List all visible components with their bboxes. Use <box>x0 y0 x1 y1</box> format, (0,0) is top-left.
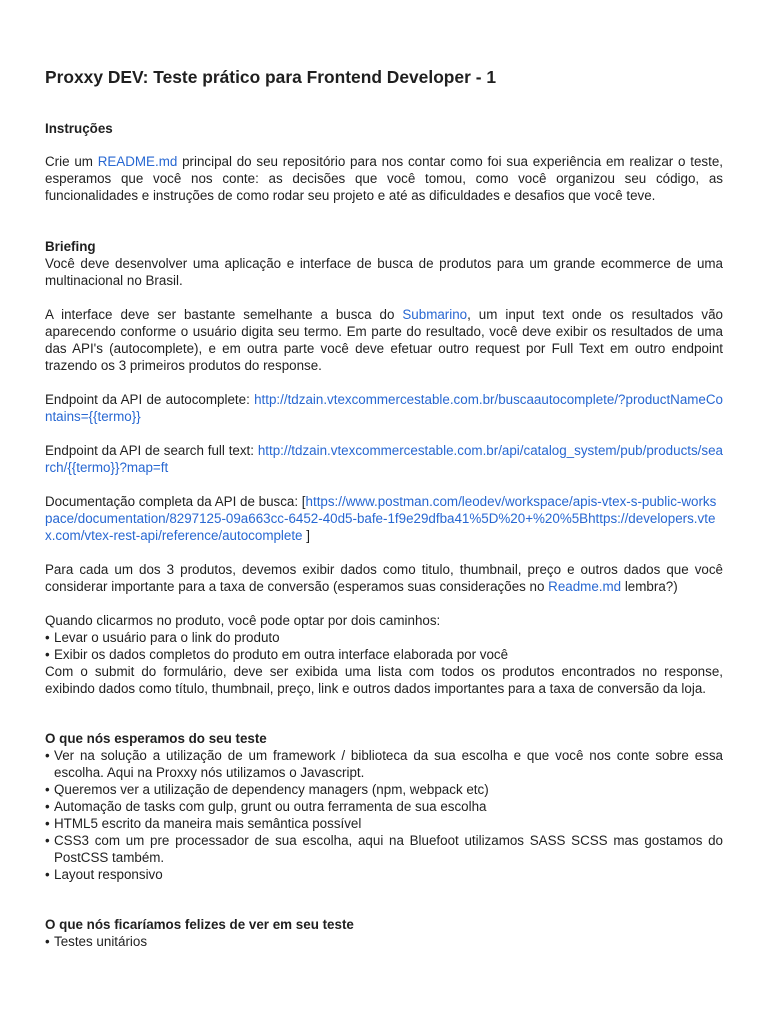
autocomplete-endpoint-label: Endpoint da API de autocomplete: <box>45 392 255 407</box>
section-instrucoes <box>45 120 723 204</box>
list-item: • CSS3 com um pre processador de sua escolha, aqui na Bluefoot utilizamos SASS SCSS mas gostamos do PostCSS também. <box>45 832 723 866</box>
section-briefing <box>45 238 723 697</box>
instrucoes-heading: Instruções <box>45 121 113 136</box>
list-item: • Queremos ver a utilização de dependency managers (npm, webpack etc) <box>45 781 723 798</box>
submarino-link[interactable]: Submarino <box>402 307 468 322</box>
briefing-p2-before: A interface deve ser bastante semelhante a busca do <box>45 307 403 322</box>
documentation-after: ] <box>302 528 310 543</box>
briefing-p3-after: lembra?) <box>621 579 678 594</box>
list-item: • Exibir os dados completos do produto em outra interface elaborada por você <box>45 646 723 663</box>
instrucoes-paragraph <box>45 153 723 204</box>
documentation-label: Documentação completa da API de busca: [ <box>45 494 306 509</box>
briefing-paragraph-3 <box>45 561 723 595</box>
list-item: • Testes unitários <box>45 933 723 950</box>
readme-link[interactable]: README.md <box>97 154 178 169</box>
esperamos-list <box>45 747 723 883</box>
autocomplete-endpoint <box>45 391 723 425</box>
list-item: • Automação de tasks com gulp, grunt ou outra ferramenta de sua escolha <box>45 798 723 815</box>
briefing-p3-before: Para cada um dos 3 produtos, devemos exibir dados como titulo, thumbnail, preço e outros dados que você considerar importante para a taxa de conversão (esperamos suas considerações no <box>45 562 723 594</box>
readme-link-2[interactable]: Readme.md <box>548 579 622 594</box>
briefing-paragraph-1: Você deve desenvolver uma aplicação e interface de busca de produtos para um grande ecommerce de uma multinacional no Brasil. <box>45 256 723 288</box>
documentation-paragraph <box>45 493 723 544</box>
search-endpoint <box>45 442 723 476</box>
search-endpoint-label: Endpoint da API de search full text: <box>45 443 258 458</box>
list-item: • Ver na solução a utilização de um framework / biblioteca da sua escolha e que você nos conte sobre essa escolha. Aqui na Proxxy nós utilizamos o Javascript. <box>45 747 723 781</box>
list-item: • HTML5 escrito da maneira mais semântica possível <box>45 815 723 832</box>
briefing-heading: Briefing <box>45 239 96 254</box>
page-title: Proxxy DEV: Teste prático para Frontend Developer - 1 <box>45 67 497 87</box>
instrucoes-text-after: principal do seu repositório para nos contar como foi sua experiência em realizar o teste, esperamos que você nos conte: as decisões que você tomou, como você organizou seu código, as funcionalidades e instruções de como rodar seu projeto e até as dificuldades e desafios que você teve. <box>45 154 723 203</box>
felizes-heading: O que nós ficaríamos felizes de ver em seu teste <box>45 917 354 932</box>
list-item: • Layout responsivo <box>45 866 723 883</box>
section-esperamos <box>45 730 723 883</box>
briefing-paragraph-5: Com o submit do formulário, deve ser exibida uma lista com todos os produtos encontrados no response, exibindo dados como título, thumbnail, preço, link e outros dados importantes para a taxa de conversão da loja. <box>45 664 723 696</box>
instrucoes-text-before: Crie um <box>45 154 98 169</box>
esperamos-heading: O que nós esperamos do seu teste <box>45 731 267 746</box>
options-list <box>45 629 723 663</box>
briefing-paragraph-2 <box>45 306 723 374</box>
documentation-link[interactable]: https://www.postman.com/leodev/workspace/apis-vtex-s-public-workspace/documentation/8297125-09a663cc-6452-40d5-bafe-1f9e29dfba41%5D%20+%20%5Bhttps://developers.vtex.com/vtex-rest-api/reference/autocomplete <box>45 494 717 543</box>
briefing-p2-after: , um input text onde os resultados vão aparecendo conforme o usuário digita seu termo. Em parte do resultado, você deve exibir os resultados de uma das API's (autocomplete), e em outra parte você deve efetuar outro request por Full Text em outro endpoint trazendo os 3 primeiros produtos do response. <box>45 307 723 373</box>
search-endpoint-link[interactable]: http://tdzain.vtexcommercestable.com.br/api/catalog_system/pub/products/search/{{termo}}?map=ft <box>45 443 723 475</box>
section-felizes <box>45 916 723 950</box>
briefing-paragraph-4: Quando clicarmos no produto, você pode optar por dois caminhos: <box>45 613 441 628</box>
felizes-list <box>45 933 723 950</box>
autocomplete-endpoint-link[interactable]: http://tdzain.vtexcommercestable.com.br/buscaautocomplete/?productNameContains={{termo}} <box>45 392 723 424</box>
list-item: • Levar o usuário para o link do produto <box>45 629 723 646</box>
